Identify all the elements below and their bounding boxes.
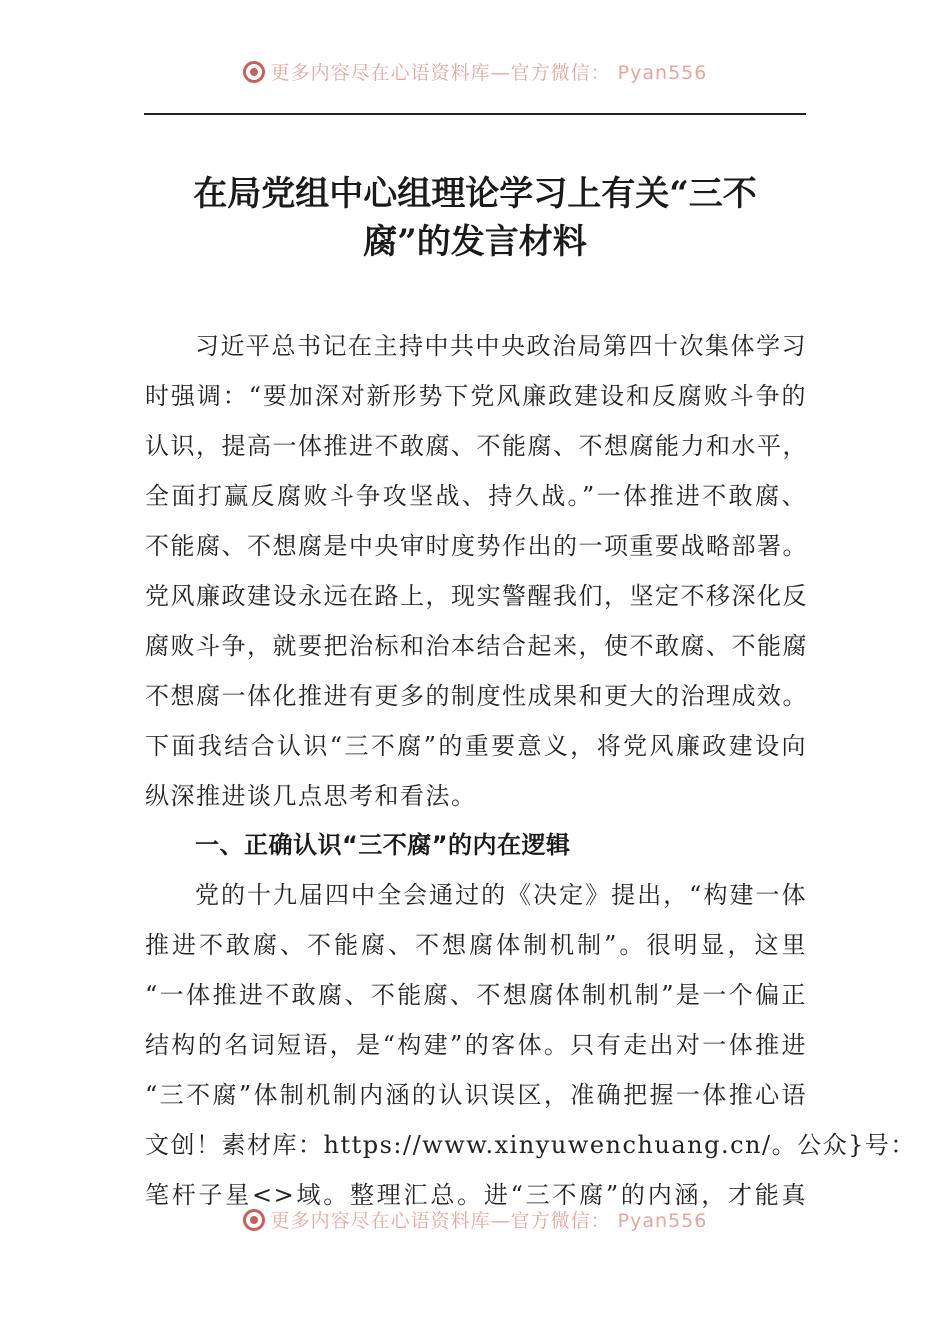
paragraph-line: “三不腐”体制机制内涵的认识误区，准确把握一体推心语 — [145, 1081, 807, 1109]
section-heading-1: 一、正确认识“三不腐”的内在逻辑 — [195, 831, 571, 859]
paragraph-line: 习近平总书记在主持中共中央政治局第四十次集体学习 — [195, 332, 807, 360]
paragraph-line: 文创！素材库：https://www.xinyuwenchuang.cn/。公众}号： — [145, 1131, 916, 1159]
title-line-1: 在局党组中心组理论学习上有关“三不 — [193, 174, 757, 214]
paragraph-line: 时强调：“要加深对新形势下党风廉政建设和反腐败斗争的 — [145, 382, 807, 410]
paragraph-line: “一体推进不敢腐、不能腐、不想腐体制机制”是一个偏正 — [145, 981, 807, 1009]
paragraph-line: 纵深推进谈几点思考和看法。 — [145, 782, 477, 810]
title-line-2: 腐”的发言材料 — [363, 222, 587, 262]
document-title — [150, 170, 800, 266]
paragraph-line: 不想腐一体化推进有更多的制度性成果和更大的治理成效。 — [145, 682, 808, 710]
paragraph-line: 党的十九届四中全会通过的《决定》提出，“构建一体 — [195, 881, 807, 909]
paragraph-line: 全面打赢反腐败斗争攻坚战、持久战。”一体推进不敢腐、 — [145, 482, 807, 510]
header-watermark — [0, 58, 950, 85]
paragraph-line: 推进不敢腐、不能腐、不想腐体制机制”。很明显，这里 — [145, 931, 807, 959]
paragraph-line: 结构的名词短语，是“构建”的客体。只有走出对一体推进 — [145, 1031, 807, 1059]
paragraph-line: 下面我结合认识“三不腐”的重要意义，将党风廉政建设向 — [145, 732, 807, 760]
footer-watermark-text: 更多内容尽在心语资料库—官方微信： Pyan556 — [270, 1210, 708, 1232]
footer-watermark — [0, 1206, 950, 1233]
paragraph-line: 党风廉政建设永远在路上，现实警醒我们，坚定不移深化反 — [145, 582, 808, 610]
paragraph-line: 不能腐、不想腐是中央审时度势作出的一项重要战略部署。 — [145, 532, 808, 560]
paragraph-line: 腐败斗争，就要把治标和治本结合起来，使不敢腐、不能腐 — [145, 632, 808, 660]
paragraph-line: 认识，提高一体推进不敢腐、不能腐、不想腐能力和水平， — [145, 432, 808, 460]
logo-icon — [243, 1209, 265, 1231]
header-rule — [144, 113, 806, 115]
header-watermark-text: 更多内容尽在心语资料库—官方微信： Pyan556 — [270, 62, 708, 84]
logo-icon — [243, 61, 265, 83]
paragraph-line: 笔杆子星<>域。整理汇总。进“三不腐”的内涵，才能真 — [145, 1181, 807, 1209]
